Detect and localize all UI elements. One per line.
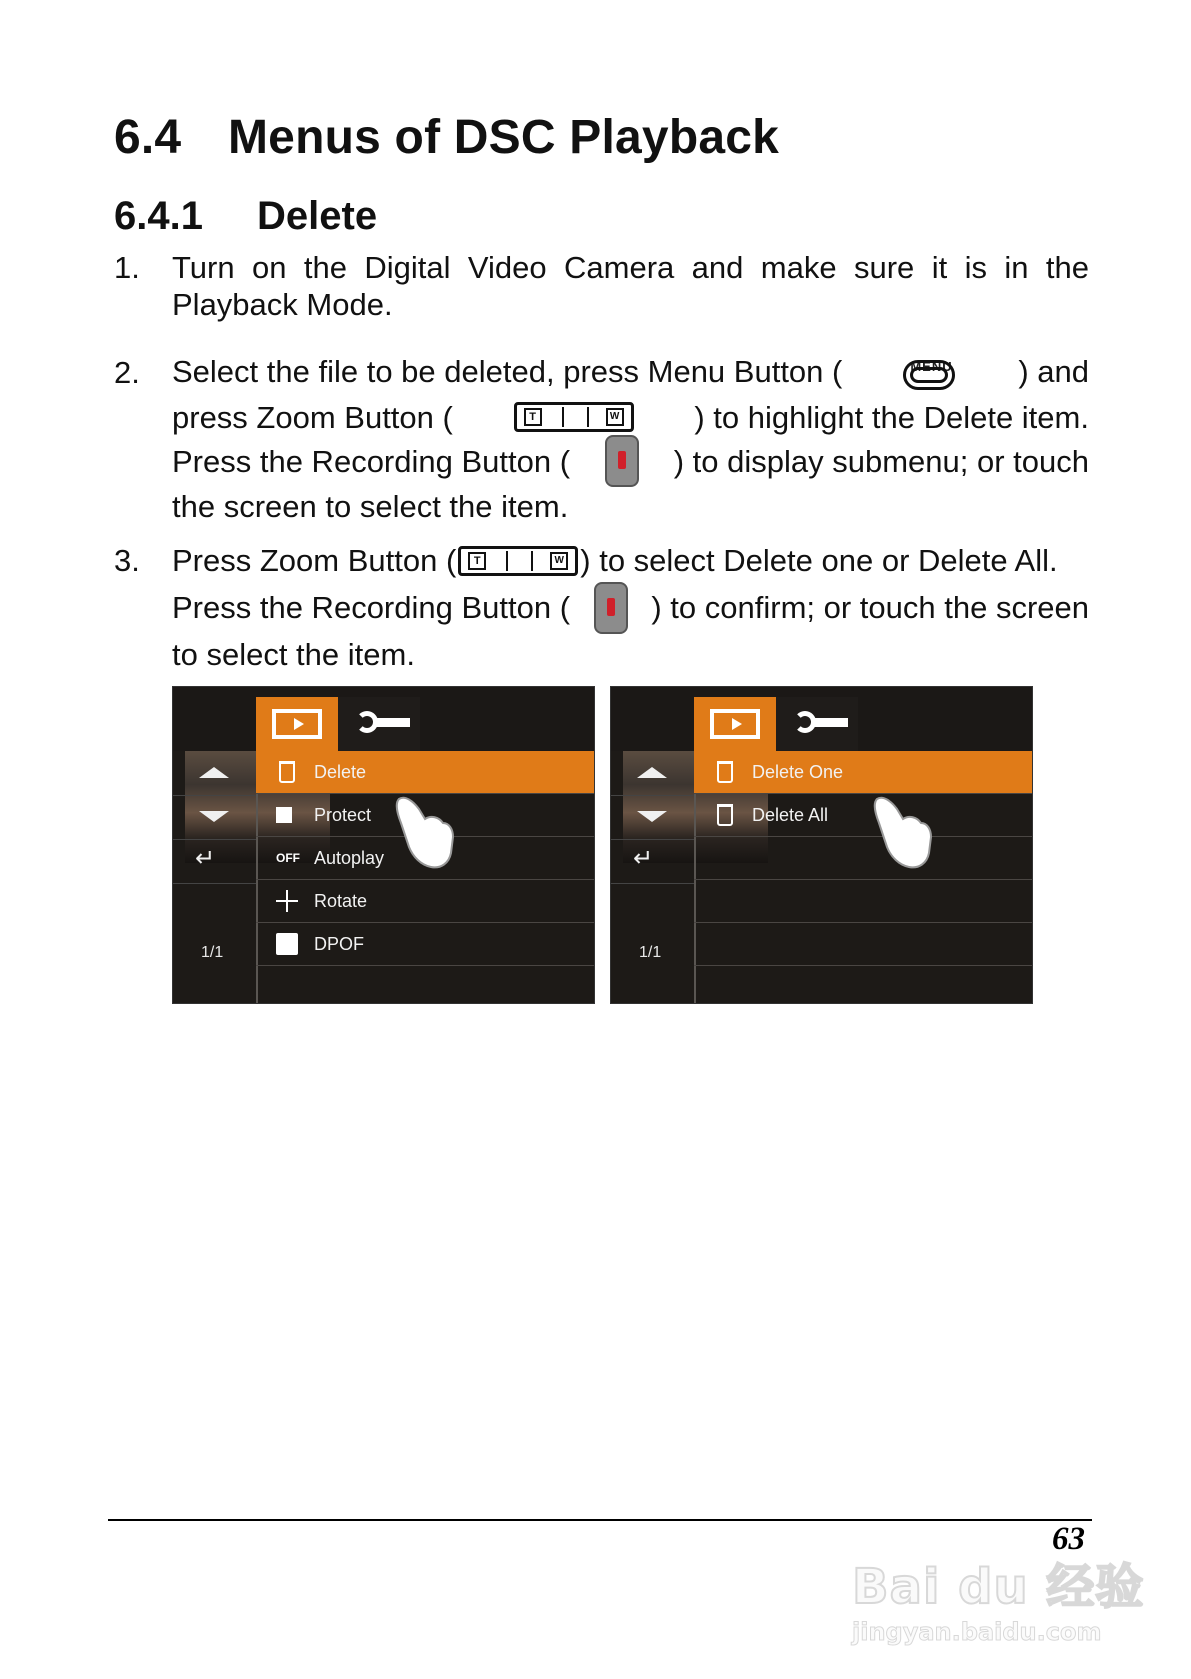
scroll-down-button	[611, 795, 696, 840]
step-text: ) to highlight the Delete item.	[694, 399, 1089, 435]
zoom-divider	[562, 407, 564, 427]
zoom-t-icon: T	[468, 552, 486, 570]
step-text: Press the Recording Button (	[172, 590, 571, 625]
step-text: press Zoom Button (	[172, 399, 453, 435]
scroll-up-button	[173, 751, 258, 796]
step-line	[172, 439, 1089, 483]
wrench-icon	[794, 709, 850, 739]
page-indicator: 1/1	[639, 944, 662, 961]
record-dot	[618, 451, 626, 469]
step-number: 1.	[114, 250, 140, 285]
zoom-button-icon	[514, 402, 634, 432]
step-number: 3.	[114, 543, 140, 578]
step-line	[172, 345, 1089, 397]
playback-icon	[272, 709, 322, 739]
wrench-icon	[356, 709, 412, 739]
tab-playback	[256, 697, 338, 751]
record-button-icon	[603, 433, 641, 489]
step-text: Press Zoom Button (	[172, 543, 457, 578]
page-number: 63	[1052, 1521, 1085, 1557]
menu-item-delete-all	[694, 794, 1033, 837]
zoom-divider	[506, 551, 508, 571]
step-text: ) to display submenu; or touch	[673, 443, 1089, 479]
trash-icon	[279, 761, 295, 783]
menu-label: MENU	[910, 359, 953, 374]
trash-icon	[717, 804, 733, 826]
menu-item-label: Delete One	[752, 762, 844, 782]
touch-hand-icon	[395, 793, 457, 873]
section-title-text: Menus of DSC Playback	[228, 111, 780, 164]
touch-hand-icon	[873, 793, 935, 873]
step-text: Press the Recording Button (	[172, 443, 571, 479]
step-text: Playback Mode.	[172, 287, 393, 322]
print-icon	[276, 933, 298, 955]
menu-item-rotate	[256, 880, 595, 923]
playback-icon	[710, 709, 760, 739]
step-text: Select the file to be deleted, press Menu Button (	[172, 353, 843, 389]
watermark-url: jingyan.baidu.com	[852, 1618, 1102, 1646]
side-controls	[611, 751, 696, 1004]
step-text: Turn on the Digital Video Camera and make sure it is in the	[172, 250, 1089, 285]
wrench-handle	[812, 718, 848, 727]
menu-screenshot-2	[610, 686, 1033, 1004]
menu-item-delete	[256, 751, 595, 794]
back-icon: ↵	[633, 845, 654, 872]
zoom-divider	[531, 551, 533, 571]
step-text: to select the item.	[172, 637, 415, 672]
baidu-watermark	[852, 1518, 1152, 1658]
menu-item-empty	[694, 923, 1033, 966]
menu-list	[256, 751, 595, 1004]
step-line	[172, 537, 1109, 584]
subsection-number: 6.4.1	[114, 194, 203, 238]
back-button	[611, 839, 696, 884]
menu-item-label: Protect	[314, 805, 372, 825]
menu-item-label: Rotate	[314, 891, 368, 911]
arrow-up-icon	[637, 767, 667, 778]
menu-item-empty	[694, 837, 1033, 880]
section-number: 6.4	[114, 111, 182, 164]
step-text: ) to confirm; or touch the screen	[651, 590, 1089, 625]
watermark-brand: Bai du 经验	[852, 1559, 1145, 1615]
step-line	[172, 584, 1089, 631]
side-controls	[173, 751, 258, 1004]
menu-oval	[903, 360, 955, 390]
arrow-down-icon	[637, 811, 667, 822]
back-icon: ↵	[195, 845, 216, 872]
zoom-button-icon	[458, 546, 578, 576]
tab-settings	[776, 697, 858, 751]
zoom-divider	[587, 407, 589, 427]
menu-item-delete-one	[694, 751, 1033, 794]
menu-item-dpof	[256, 923, 595, 966]
arrow-down-icon	[199, 811, 229, 822]
subsection-title	[114, 194, 377, 239]
protect-icon	[276, 807, 292, 823]
subsection-title-text: Delete	[257, 194, 378, 238]
step-number: 2.	[114, 355, 140, 390]
back-button	[173, 839, 258, 884]
zoom-w-icon: W	[550, 552, 568, 570]
menu-item-label: Delete	[314, 762, 367, 782]
step-text: ) to select Delete one or Delete All.	[580, 543, 1058, 578]
scroll-down-button	[173, 795, 258, 840]
record-dot	[607, 598, 615, 616]
step-text: the screen to select the item.	[172, 489, 569, 524]
menu-item-empty	[694, 880, 1033, 923]
submenu-list	[694, 751, 1033, 1004]
scroll-up-button	[611, 751, 696, 796]
tab-playback	[694, 697, 776, 751]
play-triangle	[294, 718, 304, 730]
menu-button-icon	[897, 345, 963, 397]
page-indicator: 1/1	[201, 944, 224, 961]
autoplay-off-icon: OFF	[276, 851, 300, 865]
rotate-icon	[276, 890, 298, 912]
play-triangle	[732, 718, 742, 730]
tab-settings	[338, 697, 420, 751]
zoom-w-icon: W	[606, 408, 624, 426]
menu-item-label: Autoplay	[314, 848, 385, 868]
menu-item-label: Delete All	[752, 805, 829, 825]
menu-item-label: DPOF	[314, 934, 365, 954]
trash-icon	[717, 761, 733, 783]
step-text: ) and	[1018, 353, 1089, 389]
arrow-up-icon	[199, 767, 229, 778]
record-button-icon	[592, 580, 630, 636]
section-title	[114, 110, 779, 165]
wrench-handle	[374, 718, 410, 727]
menu-screenshot-1	[172, 686, 595, 1004]
zoom-t-icon: T	[524, 408, 542, 426]
